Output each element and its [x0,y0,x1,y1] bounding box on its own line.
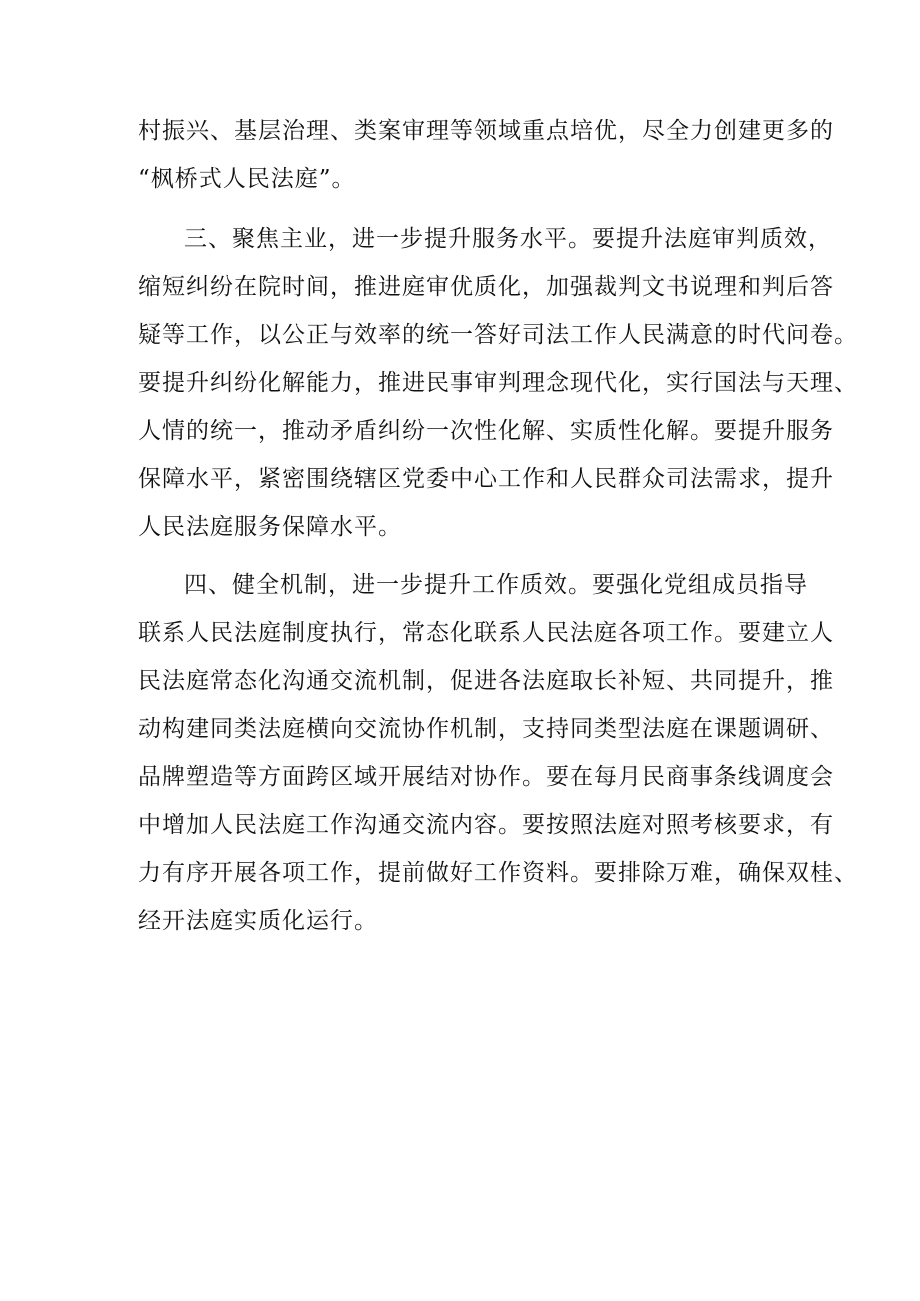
text-line: “枫桥式人民法庭”。 [138,166,356,192]
text-line: 动构建同类法庭横向交流协作机制，支持同类型法庭在课题调研、 [138,716,834,742]
text-line: 村振兴、基层治理、类案审理等领域重点培优，尽全力创建更多的 [138,118,834,144]
text-line: 人情的统一，推动矛盾纠纷一次性化解、实质性化解。要提升服务 [138,418,834,444]
text-line: 民法庭常态化沟通交流机制，促进各法庭取长补短、共同提升，推 [138,668,834,694]
text-line: 品牌塑造等方面跨区域开展结对协作。要在每月民商事条线调度会 [138,764,834,790]
text-line: 要提升纠纷化解能力，推进民事审判理念现代化，实行国法与天理、 [138,370,858,396]
text-line: 人民法庭服务保障水平。 [138,514,402,540]
text-line: 经开法庭实质化运行。 [138,908,378,934]
section-heading-line: 三、聚焦主业，进一步提升服务水平。要提升法庭审判质效， [184,226,832,252]
text-line: 联系人民法庭制度执行，常态化联系人民法庭各项工作。要建立人 [138,620,834,646]
text-line: 保障水平，紧密围绕辖区党委中心工作和人民群众司法需求，提升 [138,466,834,492]
text-line: 疑等工作，以公正与效率的统一答好司法工作人民满意的时代问卷。 [138,322,858,348]
section-heading-line: 四、健全机制，进一步提升工作质效。要强化党组成员指导 [184,572,808,598]
text-line: 缩短纠纷在院时间，推进庭审优质化，加强裁判文书说理和判后答 [138,274,834,300]
text-line: 力有序开展各项工作，提前做好工作资料。要排除万难，确保双桂、 [138,860,858,886]
text-line: 中增加人民法庭工作沟通交流内容。要按照法庭对照考核要求，有 [138,812,834,838]
